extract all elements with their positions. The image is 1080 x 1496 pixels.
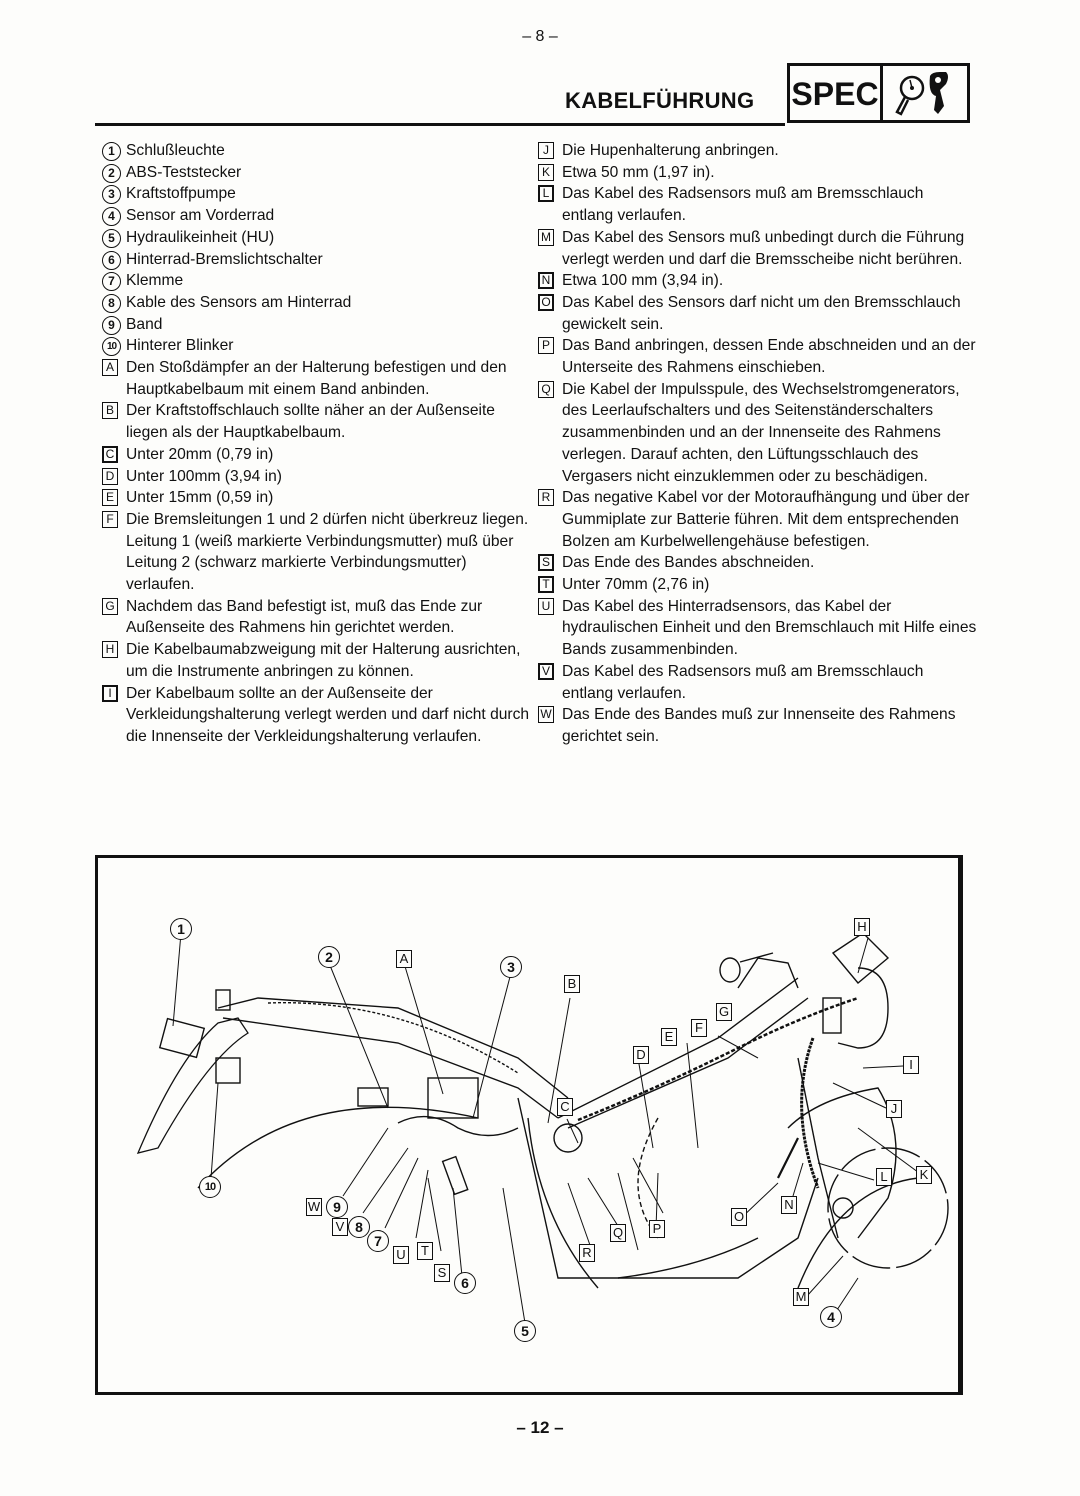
callout-1: 1 (170, 918, 192, 940)
legend-text: Unter 100mm (3,94 in) (126, 467, 282, 485)
caliper-gauge-icon (880, 63, 970, 123)
circled-number: 9 (102, 316, 121, 335)
legend-marker (538, 704, 562, 723)
callout-5: 5 (514, 1320, 536, 1342)
boxed-letter: K (538, 164, 554, 181)
legend-text: Das Band anbringen, dessen Ende abschneiden und an der Unterseite des Rahmens einschieben. (562, 337, 976, 377)
boxed-letter: L (538, 185, 554, 202)
circled-number: 2 (102, 164, 121, 183)
boxed-letter: F (102, 511, 118, 528)
callout-4: 4 (820, 1306, 842, 1328)
legend-item-letter (538, 335, 978, 378)
legend-item-letter (538, 270, 978, 292)
legend-text: Das Kabel des Sensors muß unbedingt durch die Führung verlegt werden und darf die Bremsscheibe nicht berühren. (562, 228, 965, 268)
legend-marker (538, 162, 562, 181)
callout-L: L (876, 1168, 892, 1186)
legend-text: Etwa 50 mm (1,97 in). (562, 163, 715, 181)
boxed-letter: N (538, 272, 554, 289)
legend-marker (102, 314, 126, 335)
spec-badge: SPEC (787, 63, 883, 123)
legend-item-numbered (102, 314, 532, 336)
boxed-letter: A (102, 359, 118, 376)
legend-marker (538, 183, 562, 202)
callout-S: S (434, 1264, 450, 1282)
circled-number: 3 (102, 185, 121, 204)
circled-number: 8 (102, 294, 121, 313)
legend-left-column (102, 140, 532, 748)
legend-item-letter (102, 596, 532, 639)
legend-item-numbered (102, 270, 532, 292)
boxed-letter: S (538, 554, 554, 571)
legend-text: Den Stoßdämpfer an der Halterung befestigen und den Hauptkabelbaum mit einem Band anbinden. (126, 359, 507, 398)
boxed-letter: O (538, 294, 554, 311)
legend-text: Die Bremsleitungen 1 und 2 dürfen nicht überkreuz liegen. Leitung 1 (weiß markierte Verbindungsmutter) muß über Leitung 2 (schwarz markierte Verbindungsmutter) verlaufen. (126, 510, 529, 594)
legend-item-letter (538, 292, 978, 335)
legend-item-letter (102, 444, 532, 466)
callout-A: A (396, 950, 412, 968)
boxed-letter: B (102, 402, 118, 419)
legend-text: Die Kabelbaumabzweigung mit der Halterung ausrichten, um die Instrumente anbringen zu können. (126, 641, 521, 680)
legend-marker (538, 596, 562, 615)
callout-H: H (854, 918, 870, 936)
legend-marker (538, 270, 562, 289)
boxed-letter: M (538, 229, 554, 246)
circled-number: 6 (102, 251, 121, 270)
legend-text: Das Kabel des Hinterradsensors, das Kabel der hydraulischen Einheit und den Bremschlauch mit Hilfe eines Bands zusammenbinden. (562, 597, 977, 659)
legend-item-letter (538, 379, 978, 488)
legend-marker (102, 270, 126, 291)
legend-marker (538, 292, 562, 311)
circled-number: 7 (102, 272, 121, 291)
callout-I: I (903, 1056, 919, 1074)
wiring-diagram (95, 855, 963, 1395)
legend-marker (102, 162, 126, 183)
legend-marker (102, 444, 126, 463)
boxed-letter: V (538, 663, 554, 680)
legend-item-letter (102, 400, 532, 443)
legend-item-letter (538, 183, 978, 226)
legend-text: Sensor am Vorderrad (126, 207, 275, 225)
legend-item-letter (538, 227, 978, 270)
callout-J: J (886, 1100, 902, 1118)
legend-item-numbered (102, 227, 532, 249)
boxed-letter: Q (538, 381, 554, 398)
legend-text: Das Kabel des Sensors darf nicht um den Bremsschlauch gewickelt sein. (562, 293, 961, 333)
legend-text: Die Hupenhalterung anbringen. (562, 142, 779, 159)
legend-item-letter (538, 487, 978, 552)
legend-text: Das Kabel des Radsensors muß am Bremsschlauch entlang verlaufen. (562, 662, 924, 702)
legend-marker (538, 379, 562, 398)
callout-P: P (649, 1220, 665, 1238)
callout-R: R (579, 1244, 595, 1262)
boxed-letter: H (102, 641, 118, 658)
legend-text: ABS-Teststecker (126, 163, 242, 181)
legend-item-letter (538, 552, 978, 574)
circled-number: 1 (102, 142, 121, 161)
callout-U: U (393, 1246, 409, 1264)
legend-text: Der Kraftstoffschlauch sollte näher an der Außenseite liegen als der Hauptkabelbaum. (126, 402, 495, 442)
legend-item-numbered (102, 162, 532, 184)
callout-3: 3 (500, 956, 522, 978)
legend-item-letter (102, 639, 532, 682)
legend-marker (538, 487, 562, 506)
legend-marker (102, 357, 126, 376)
legend-text: Hinterer Blinker (126, 337, 234, 355)
callout-K: K (916, 1166, 932, 1184)
legend-text: Hydraulikeinheit (HU) (126, 228, 275, 246)
legend-item-letter (538, 162, 978, 184)
legend-text: Nachdem das Band befestigt ist, muß das Ende zur Außenseite des Rahmens hin gerichtet werden. (126, 597, 483, 637)
legend-text: Klemme (126, 272, 184, 290)
callout-O: O (731, 1208, 747, 1226)
boxed-letter: C (102, 446, 118, 463)
legend-marker (102, 335, 126, 356)
legend-marker (102, 639, 126, 658)
legend-marker (102, 466, 126, 485)
callout-V: V (332, 1218, 348, 1236)
legend-marker (102, 227, 126, 248)
legend-item-letter (538, 704, 978, 747)
callout-Q: Q (610, 1224, 626, 1242)
legend-text: Das Ende des Bandes abschneiden. (562, 554, 815, 572)
legend-text: Das Ende des Bandes muß zur Innenseite des Rahmens gerichtet sein. (562, 706, 956, 745)
legend-text: Unter 20mm (0,79 in) (126, 445, 274, 463)
callout-8: 8 (348, 1216, 370, 1238)
legend-marker (102, 509, 126, 528)
circled-number: 5 (102, 229, 121, 248)
legend-marker (538, 661, 562, 680)
legend-marker (102, 292, 126, 313)
legend-marker (102, 596, 126, 615)
callout-10: 10 (199, 1176, 221, 1198)
legend-item-letter (538, 140, 978, 162)
boxed-letter: I (102, 685, 118, 702)
legend-item-letter (538, 596, 978, 661)
legend-text: Band (126, 315, 163, 333)
callout-N: N (781, 1196, 797, 1214)
boxed-letter: U (538, 598, 554, 615)
callout-7: 7 (367, 1230, 389, 1252)
legend-marker (102, 487, 126, 506)
legend-text: Schlußleuchte (126, 142, 225, 159)
callout-2: 2 (318, 946, 340, 968)
legend-marker (538, 227, 562, 246)
callout-E: E (661, 1028, 677, 1046)
circled-number: 4 (102, 207, 121, 226)
legend-item-letter (102, 509, 532, 596)
legend-marker (102, 140, 126, 161)
boxed-letter: T (538, 576, 554, 593)
callout-T: T (417, 1242, 433, 1260)
legend-item-letter (102, 683, 532, 748)
boxed-letter: J (538, 142, 554, 159)
legend-item-numbered (102, 140, 532, 162)
legend-item-numbered (102, 335, 532, 357)
legend-text: Kable des Sensors am Hinterrad (126, 293, 352, 311)
legend-text: Etwa 100 mm (3,94 in). (562, 272, 724, 290)
callout-M: M (793, 1288, 809, 1306)
callout-W: W (307, 1199, 321, 1214)
callout-6: 6 (454, 1272, 476, 1294)
boxed-letter: D (102, 468, 118, 485)
legend-text: Unter 70mm (2,76 in) (562, 576, 710, 594)
legend-item-numbered (102, 292, 532, 314)
legend-marker (538, 335, 562, 354)
boxed-letter: E (102, 489, 118, 506)
legend-text: Die Kabel der Impulsspule, des Wechselstromgenerators, des Leerlaufschalters und des Seitenständerschalters zusammenbinden und an der Innenseite des Rahmens verlegen. Darauf achten, den Lüftungsschlauch des Vergasers nicht einzuklemmen oder zu beschädigen. (562, 380, 960, 485)
legend-marker (102, 400, 126, 419)
legend-item-letter (538, 661, 978, 704)
legend-marker (538, 552, 562, 571)
legend-marker (102, 183, 126, 204)
legend-item-numbered (102, 183, 532, 205)
section-title: KABELFÜHRUNG (565, 88, 755, 113)
legend-marker (102, 683, 126, 702)
legend-marker (538, 140, 562, 159)
boxed-letter: G (102, 598, 118, 615)
callout-F: F (691, 1019, 707, 1037)
callout-9: 9 (326, 1196, 348, 1218)
legend-item-numbered (102, 249, 532, 271)
page-number-bottom: – 12 – (516, 1418, 564, 1437)
legend-marker (102, 249, 126, 270)
legend-text: Das negative Kabel vor der Motoraufhängung und über der Gummiplate zur Batterie führen. Mit dem entsprechenden Bolzen am Kurbelwellengehäuse befestigen. (562, 489, 970, 550)
legend-text: Unter 15mm (0,59 in) (126, 489, 274, 507)
legend-item-numbered (102, 205, 532, 227)
legend-marker (102, 205, 126, 226)
legend-text: Hinterrad-Bremslichtschalter (126, 250, 323, 268)
legend-item-letter (102, 487, 532, 509)
boxed-letter: P (538, 337, 554, 354)
legend-text: Kraftstoffpumpe (126, 185, 236, 203)
legend-item-letter (538, 574, 978, 596)
legend-item-letter (102, 357, 532, 400)
callout-G: G (716, 1003, 732, 1021)
callout-B: B (564, 975, 580, 993)
circled-number: 10 (102, 337, 121, 356)
boxed-letter: W (538, 706, 554, 723)
page-number-top: – 8 – (522, 28, 558, 45)
boxed-letter: R (538, 489, 554, 506)
legend-right-column (538, 140, 978, 748)
title-underline (95, 123, 785, 126)
legend-item-letter (102, 466, 532, 488)
legend-text: Das Kabel des Radsensors muß am Bremsschlauch entlang verlaufen. (562, 185, 924, 225)
legend-text: Der Kabelbaum sollte an der Außenseite der Verkleidungshalterung verlegt werden und darf nicht durch die Innenseite der Verkleidungshalterung verlaufen. (126, 684, 530, 745)
callout-D: D (633, 1046, 649, 1064)
callout-C: C (557, 1098, 573, 1116)
legend-marker (538, 574, 562, 593)
